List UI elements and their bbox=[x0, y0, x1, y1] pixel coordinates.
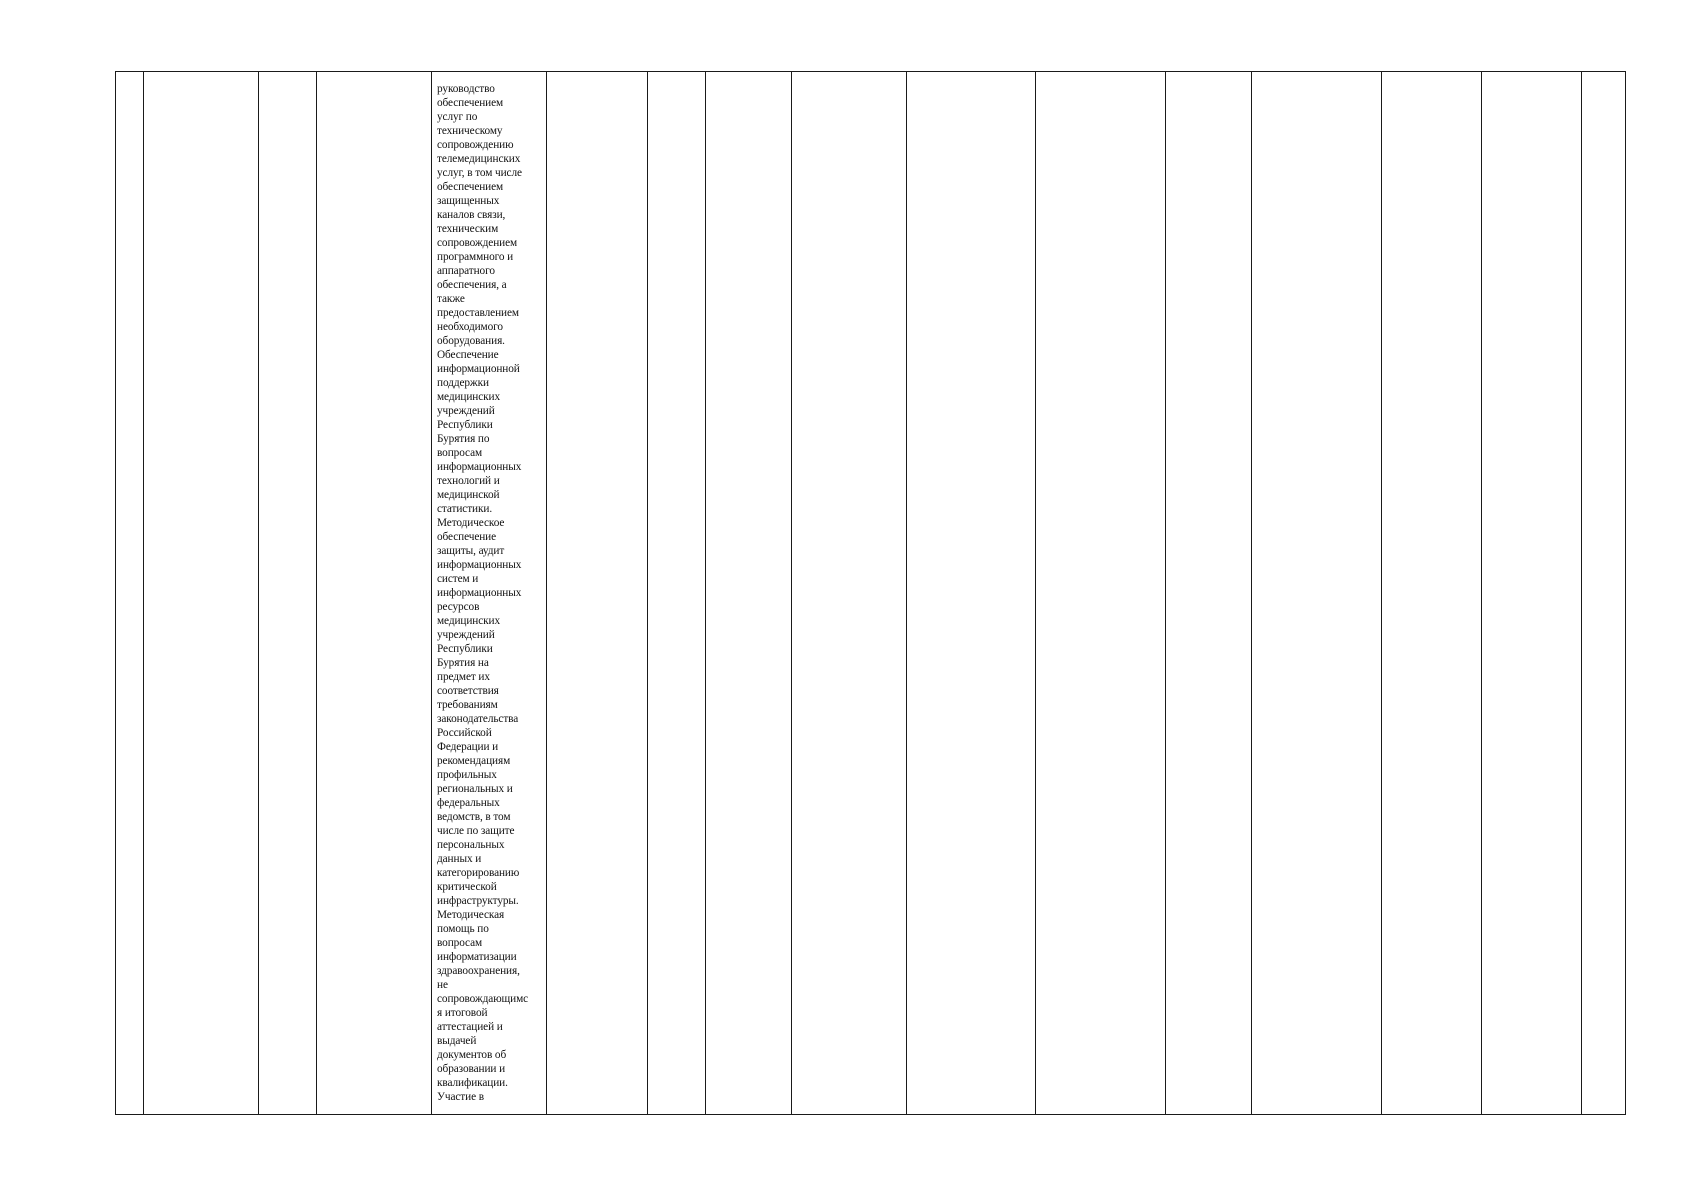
table-cell-15 bbox=[1482, 72, 1582, 1115]
table-cell-9 bbox=[792, 72, 907, 1115]
table-cell-4 bbox=[317, 72, 432, 1115]
table-cell-13 bbox=[1252, 72, 1382, 1115]
table-cell-7 bbox=[648, 72, 706, 1115]
document-table bbox=[115, 71, 1626, 1115]
table-row bbox=[116, 72, 1626, 1115]
table-cell-14 bbox=[1382, 72, 1482, 1115]
table-cell-1 bbox=[116, 72, 144, 1115]
service-description-text: руководство обеспечением услуг по техническому сопровождению телемедицинских услуг, в том числе обеспечением защищенных каналов связи, техническим сопровождением программного и аппаратного обеспечения, а также предоставлением необходимого оборудования. Обеспечение информационной поддержки медицинских учреждений Республики Бурятия по вопросам информационных технологий и медицинской статистики. Методическое обеспечение защиты, аудит информационных систем и информационных ресурсов медицинских учреждений Республики Бурятия на предмет их соответствия требованиям законодательства Российской Федерации и рекомендациям профильных региональных и федеральных ведомств, в том числе по защите персональных данных и категорированию критической инфраструктуры. Методическая помощь по вопросам информатизации здравоохранения, не сопровождающимс я итоговой аттестацией и выдачей документов об образовании и квалификации. Участие в bbox=[437, 83, 529, 1103]
table-cell-11 bbox=[1036, 72, 1166, 1115]
table-cell-6 bbox=[547, 72, 648, 1115]
table-cell-5 bbox=[432, 72, 547, 1115]
table-cell-12 bbox=[1166, 72, 1252, 1115]
table-cell-8 bbox=[706, 72, 792, 1115]
table-cell-2 bbox=[144, 72, 259, 1115]
table-cell-10 bbox=[907, 72, 1036, 1115]
table-cell-3 bbox=[259, 72, 317, 1115]
table-cell-16 bbox=[1582, 72, 1626, 1115]
